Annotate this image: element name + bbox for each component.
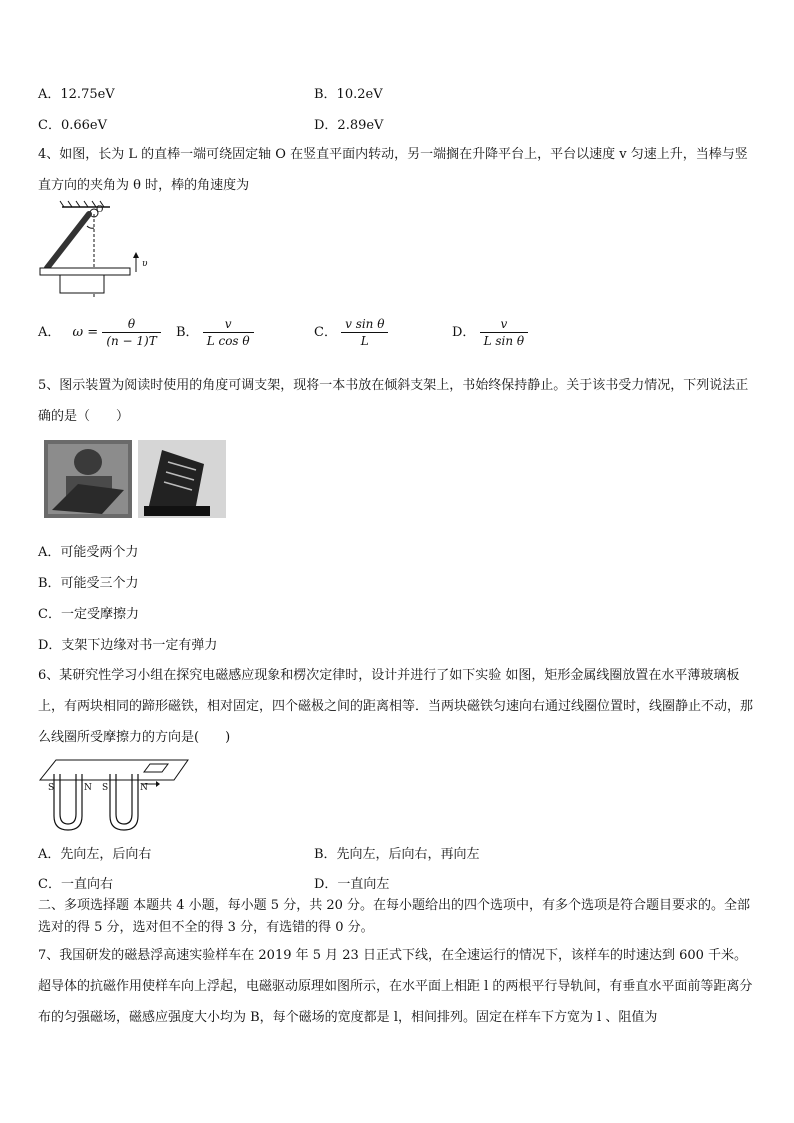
q4-option-b-den: L cos θ [206,334,250,348]
q4-option-a-label: A． [38,325,61,340]
q4-option-b-fraction [203,317,254,348]
q7-stem: 7、我国研发的磁悬浮高速实验样车在 2019 年 5 月 23 日正式下线，在全速运行的情况下，该样车的时速达到 600 千米。超导体的抗磁作用使样车向上浮起，电磁驱动原理如图所示，在水平面上相距 l 的两根平行导轨间，有垂直水平面前等距离分布的匀强磁场，磁感应强度大小均为 B，每个磁场的宽度都是 l，相间排列。固定在样车下方宽为 l 、阻值为 [38,948,753,1025]
q6-option-a: A．先向左，后向右 [38,847,152,862]
q4-option-c-den: L [360,334,369,348]
q6-option-c: C．一直向右 [38,877,113,892]
q4-option-d [452,317,528,348]
q4-option-a-den: (n − 1)T [106,334,157,348]
q4-option-c-num: v sin θ [341,317,388,333]
q3-option-d: D．2.89eV [314,118,384,133]
q6-pole-4: N [140,783,148,793]
q6-pole-3: S [102,783,109,793]
q6-magnet-figure [38,754,198,834]
q4-option-d-den: L sin θ [483,334,525,348]
q4-label-v: υ [142,259,148,269]
q6-pole-2: N [84,783,92,793]
q5-stem: 5、图示装置为阅读时使用的角度可调支架，现将一本书放在倾斜支架上，书始终保持静止。关于该书受力情况，下列说法正确的是（ ） [38,378,749,424]
q4-option-b-num: v [203,317,254,333]
section-2-instructions: 二、多项选择题 本题共 4 小题，每小题 5 分，共 20 分。在每小题给出的四个选项中，有多个选项是符合题目要求的。全部选对的得 5 分，选对但不全的得 3 分，有选错的得 0 分。 [38,898,751,935]
q6-stem: 6、某研究性学习小组在探究电磁感应现象和楞次定律时，设计并进行了如下实验 如图，矩形金属线圈放置在水平薄玻璃板上，有两块相同的蹄形磁铁，相对固定，四个磁极之间的距离相等．当两块磁铁匀速向右通过线圈位置时，线圈静止不动，那么线圈所受摩擦力的方向是( ) [38,668,754,745]
q5-book-stand-photos [44,440,226,518]
q4-option-d-num: v [480,317,529,333]
q6-option-d: D．一直向左 [314,877,390,892]
q4-rod-figure [36,200,154,302]
q4-option-c-label: C． [314,325,337,340]
q5-option-a: A．可能受两个力 [38,545,139,560]
q4-option-a [38,317,161,348]
q4-option-a-num: θ [102,317,160,333]
q3-option-a: A．12.75eV [38,87,115,102]
q6-option-b: B．先向左，后向右，再向左 [314,847,480,862]
q5-option-c: C．一定受摩擦力 [38,607,139,622]
q5-option-b: B．可能受三个力 [38,576,139,591]
q4-stem: 4、如图，长为 L 的直棒一端可绕固定轴 O 在竖直平面内转动，另一端搁在升降平台上，平台以速度 v 匀速上升，当棒与竖直方向的夹角为 θ 时，棒的角速度为 [38,147,748,193]
q4-option-b [176,317,254,348]
q4-option-a-lhs: ω = [72,325,99,340]
q3-option-c: C．0.66eV [38,118,107,133]
q4-option-d-label: D． [452,325,476,340]
q3-option-b: B．10.2eV [314,87,383,102]
q5-option-d: D．支架下边缘对书一定有弹力 [38,638,218,653]
q6-pole-1: S [48,783,55,793]
q4-option-a-fraction [102,317,160,348]
q4-option-d-fraction [480,317,529,348]
q4-option-b-label: B． [176,325,199,340]
q4-option-c [314,317,388,348]
q4-label-o: O [96,205,104,215]
q4-option-c-fraction [341,317,388,348]
